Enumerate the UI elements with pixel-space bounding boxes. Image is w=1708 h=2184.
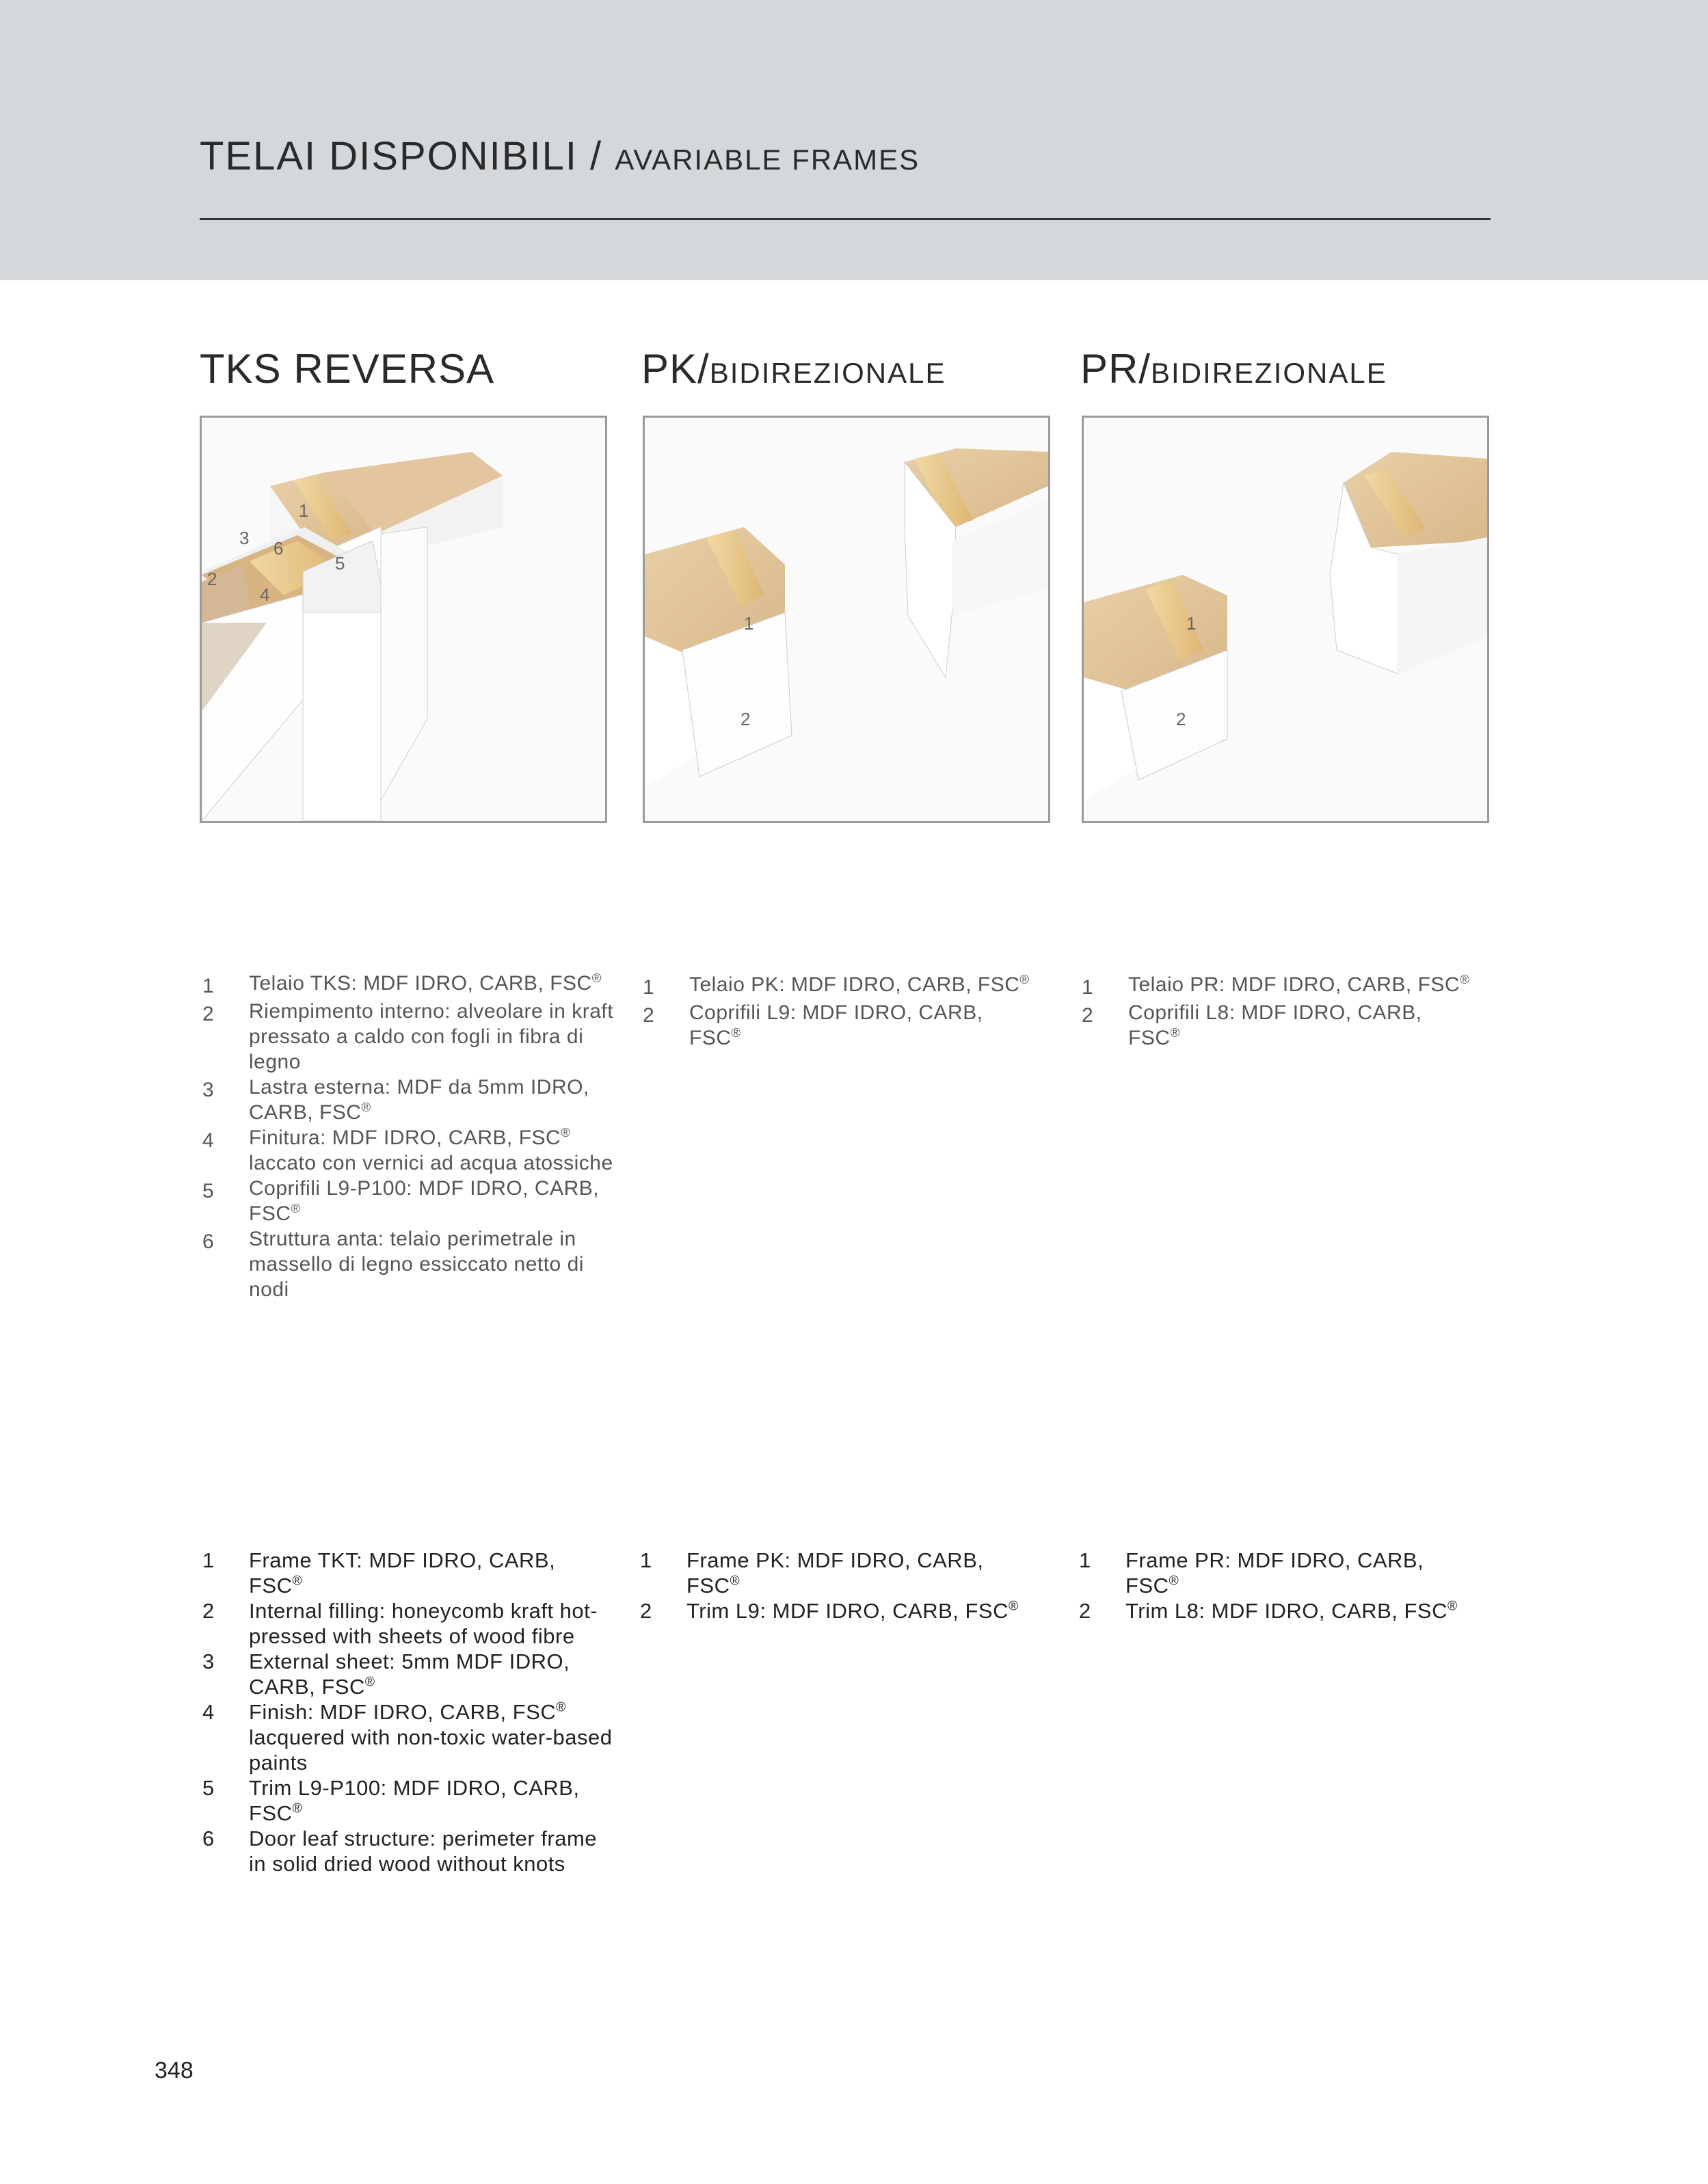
frame-illustration-tks <box>200 416 607 823</box>
spec-list-en-tks <box>202 1548 613 1876</box>
callout-3: 3 <box>239 528 250 548</box>
page-number: 348 <box>155 2058 194 2084</box>
spec-number: 6 <box>202 1826 215 1850</box>
spec-item <box>202 1598 613 1649</box>
page-title <box>200 133 920 179</box>
pr-frame-drawing <box>1084 418 1487 821</box>
spec-number: 1 <box>643 976 655 999</box>
spec-text <box>249 1548 613 1598</box>
spec-text-main: Coprifili L8: MDF IDRO, CARB, FSC <box>1128 1001 1422 1049</box>
spec-text <box>1128 1000 1478 1051</box>
frame-illustration-pk <box>643 416 1050 823</box>
spec-text <box>249 1226 619 1302</box>
spec-number: 1 <box>1082 976 1094 999</box>
spec-text <box>249 1649 613 1699</box>
spec-text-main: Trim L9-P100: MDF IDRO, CARB, FSC <box>249 1776 580 1825</box>
column-title-pr <box>1080 345 1387 392</box>
spec-number: 2 <box>1082 1004 1094 1027</box>
spec-item <box>640 1548 1037 1598</box>
spec-item <box>202 971 619 999</box>
column-title-main: PK/ <box>641 346 710 392</box>
spec-list-it-pr <box>1082 972 1478 1051</box>
spec-text <box>249 1125 619 1176</box>
spec-text <box>249 1176 619 1226</box>
tks-frame-drawing <box>202 418 605 821</box>
registered-mark: ® <box>364 1675 375 1690</box>
registered-mark: ® <box>1460 972 1470 986</box>
spec-text <box>249 1775 613 1826</box>
spec-text-main: Frame PK: MDF IDRO, CARB, FSC <box>686 1548 984 1597</box>
spec-text-main: Telaio PR: MDF IDRO, CARB, FSC <box>1128 973 1460 996</box>
spec-text-main: Riempimento interno: alveolare in kraft pressato a caldo con fogli in fibra di legno <box>249 1000 614 1073</box>
spec-text-main: Telaio PK: MDF IDRO, CARB, FSC <box>689 973 1020 996</box>
spec-text <box>249 971 619 999</box>
callout-2: 2 <box>1176 709 1186 729</box>
spec-text-main: Coprifili L9: MDF IDRO, CARB, FSC <box>689 1001 983 1049</box>
registered-mark: ® <box>591 971 602 985</box>
spec-number: 3 <box>202 1079 215 1101</box>
spec-text <box>686 1598 1037 1623</box>
spec-list-en-pr <box>1079 1548 1476 1623</box>
spec-number: 6 <box>202 1230 215 1253</box>
spec-text-main: Finish: MDF IDRO, CARB, FSC <box>249 1700 557 1724</box>
spec-item <box>202 1649 613 1699</box>
spec-text-main: Internal filling: honeycomb kraft hot-pressed with sheets of wood fibre <box>249 1599 598 1648</box>
spec-text <box>249 1699 613 1775</box>
callout-5: 5 <box>335 553 345 574</box>
spec-number: 1 <box>202 975 215 997</box>
frame-illustration-pr <box>1082 416 1489 823</box>
page-title-main: TELAI DISPONIBILI / <box>200 134 603 178</box>
spec-number: 2 <box>202 1599 215 1623</box>
spec-number: 2 <box>640 1599 652 1623</box>
spec-text <box>249 1826 613 1876</box>
registered-mark: ® <box>1170 1025 1180 1040</box>
spec-text <box>689 972 1039 1000</box>
spec-item <box>202 1125 619 1176</box>
spec-number: 2 <box>202 1003 215 1025</box>
spec-item <box>202 1775 613 1826</box>
spec-text-main: Lastra esterna: MDF da 5mm IDRO, CARB, FSC <box>249 1076 589 1124</box>
pk-frame-drawing <box>645 418 1048 821</box>
registered-mark: ® <box>291 1201 301 1215</box>
registered-mark: ® <box>556 1700 566 1715</box>
spec-text <box>249 1598 613 1649</box>
spec-number: 1 <box>1079 1548 1091 1572</box>
spec-text <box>249 1075 619 1125</box>
spec-text-main: Door leaf structure: perimeter frame in solid dried wood without knots <box>249 1826 598 1876</box>
spec-item <box>202 1826 613 1876</box>
page-title-sub: AVARIABLE FRAMES <box>615 144 920 176</box>
spec-text-main: Trim L8: MDF IDRO, CARB, FSC <box>1125 1599 1447 1623</box>
column-title-pk <box>641 345 946 392</box>
registered-mark: ® <box>292 1574 303 1589</box>
spec-list-it-pk <box>643 972 1039 1051</box>
spec-text <box>1125 1598 1476 1623</box>
spec-item <box>1082 1000 1478 1051</box>
spec-text-tail: lacquered with non-toxic water-based paints <box>249 1725 613 1775</box>
spec-item <box>202 1226 619 1302</box>
spec-list-it-tks <box>202 971 619 1302</box>
registered-mark: ® <box>1169 1574 1179 1589</box>
registered-mark: ® <box>731 1025 741 1040</box>
registered-mark: ® <box>561 1125 571 1140</box>
spec-number: 4 <box>202 1129 215 1152</box>
spec-list-en-pk <box>640 1548 1037 1623</box>
spec-text-tail: laccato con vernici ad acqua atossiche <box>249 1152 613 1174</box>
callout-1: 1 <box>299 500 309 521</box>
spec-number: 4 <box>202 1700 215 1724</box>
spec-text-main: Frame TKT: MDF IDRO, CARB, FSC <box>249 1548 556 1597</box>
spec-item <box>643 1000 1039 1051</box>
registered-mark: ® <box>292 1801 303 1816</box>
spec-number: 5 <box>202 1180 215 1202</box>
spec-item <box>202 999 619 1075</box>
spec-number: 5 <box>202 1776 215 1800</box>
spec-item <box>1079 1548 1476 1598</box>
spec-text-main: Struttura anta: telaio perimetrale in massello di legno essiccato netto di nodi <box>249 1228 584 1301</box>
column-title-tks <box>200 345 494 392</box>
registered-mark: ® <box>1008 1599 1019 1614</box>
spec-item <box>1079 1598 1476 1623</box>
registered-mark: ® <box>730 1574 740 1589</box>
registered-mark: ® <box>1019 972 1030 986</box>
spec-item <box>202 1548 613 1598</box>
spec-number: 2 <box>1079 1599 1091 1623</box>
spec-item <box>643 972 1039 1000</box>
spec-item <box>202 1075 619 1125</box>
column-title-main: TKS REVERSA <box>200 346 495 392</box>
spec-number: 1 <box>202 1548 215 1572</box>
spec-text <box>689 1000 1039 1051</box>
column-title-main: PR/ <box>1080 346 1151 392</box>
spec-number: 3 <box>202 1649 215 1673</box>
spec-item <box>640 1598 1037 1623</box>
spec-item <box>202 1699 613 1775</box>
spec-text <box>686 1548 1037 1598</box>
spec-text-main: Coprifili L9-P100: MDF IDRO, CARB, FSC <box>249 1177 600 1225</box>
spec-text <box>1125 1548 1476 1598</box>
spec-item <box>202 1176 619 1226</box>
spec-text-main: Frame PR: MDF IDRO, CARB, FSC <box>1125 1548 1424 1597</box>
spec-number: 2 <box>643 1004 655 1027</box>
registered-mark: ® <box>1447 1599 1458 1614</box>
spec-text-main: Telaio TKS: MDF IDRO, CARB, FSC <box>249 972 592 995</box>
callout-6: 6 <box>273 538 284 558</box>
spec-text <box>249 999 619 1075</box>
callout-4: 4 <box>260 584 270 605</box>
spec-text-main: Finitura: MDF IDRO, CARB, FSC <box>249 1127 561 1149</box>
callout-1: 1 <box>744 613 754 634</box>
column-title-sub: BIDIREZIONALE <box>709 357 946 389</box>
spec-text-main: Trim L9: MDF IDRO, CARB, FSC <box>686 1599 1009 1623</box>
header-divider <box>200 218 1491 220</box>
column-title-sub: BIDIREZIONALE <box>1151 357 1387 389</box>
spec-text-main: External sheet: 5mm MDF IDRO, CARB, FSC <box>249 1649 570 1699</box>
spec-text <box>1128 972 1478 1000</box>
registered-mark: ® <box>361 1100 371 1114</box>
callout-2: 2 <box>207 569 217 589</box>
spec-item <box>1082 972 1478 1000</box>
callout-2: 2 <box>740 709 751 729</box>
spec-number: 1 <box>640 1548 652 1572</box>
callout-1: 1 <box>1186 613 1197 634</box>
